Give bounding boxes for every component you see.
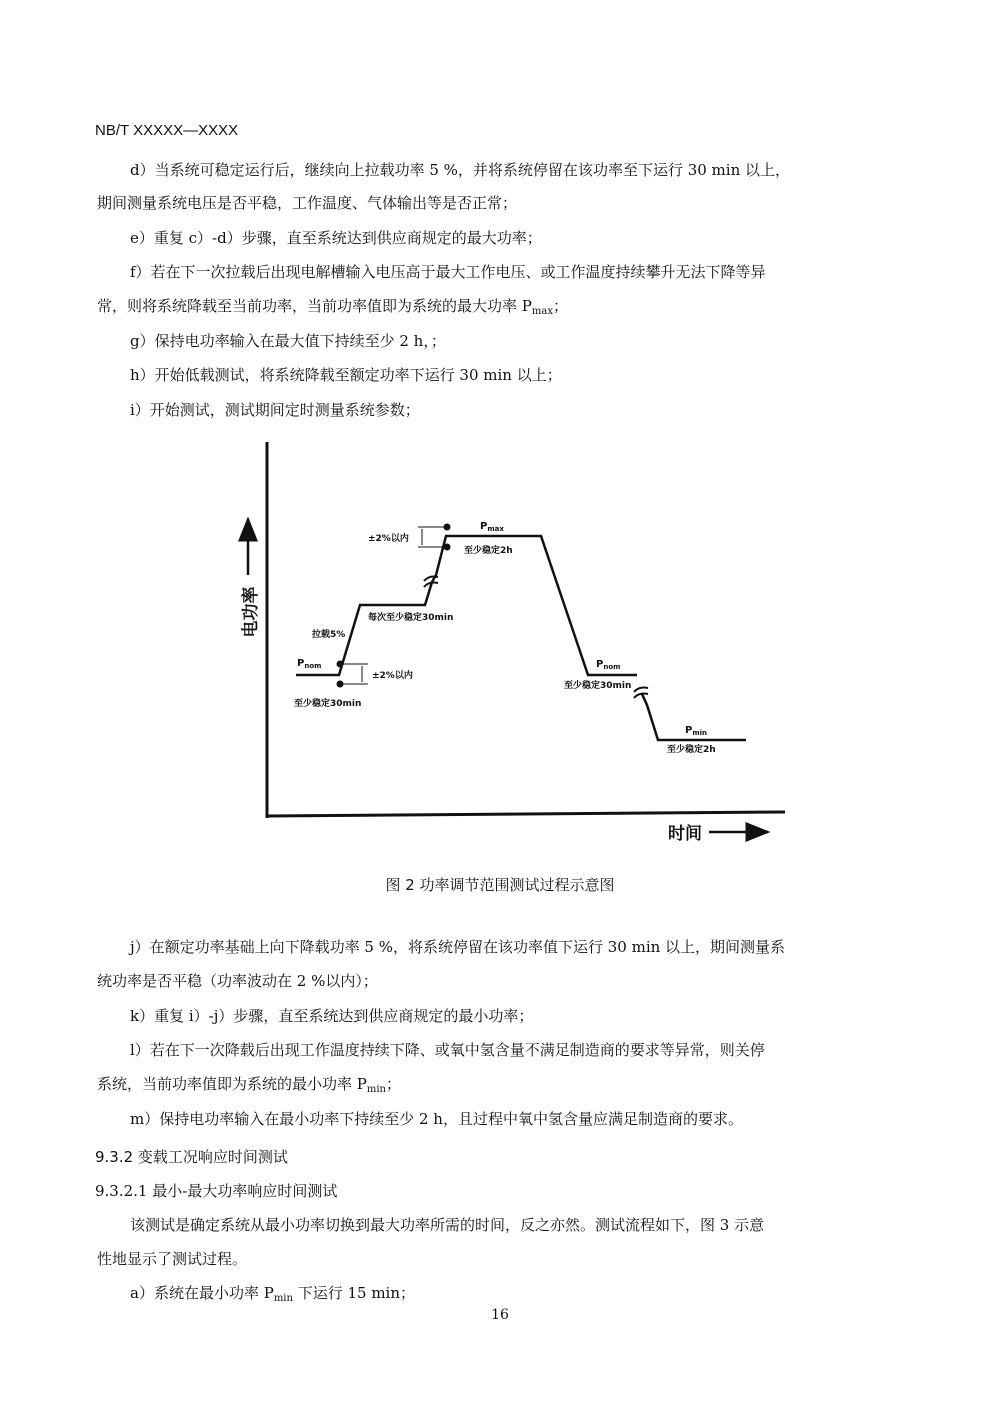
item-d-line1: d）当系统可稳定运行后，继续向上拉载功率 5 %，并将系统停留在该功率至下运行 30 min 以上， [130,161,791,179]
label-pmin: $P_{min}$ [685,725,708,737]
x-axis [267,812,785,816]
item-a [130,1283,920,1303]
item-g: g）保持电功率输入在最大值下持续至少 2 h，； [130,332,446,350]
item-m: m）保持电功率输入在最小功率下持续至少 2 h，且过程中氧中氢含量应满足制造商的要求。 [130,1110,743,1128]
label-step-load: 拉载5% [312,630,346,640]
item-f-line2-end: ； [552,297,568,315]
item-d-line2: 期间测量系统电压是否平稳，工作温度、气体输出等是否正常； [97,194,518,212]
figure-caption: 图 2 功率调节范围测试过程示意图 [385,876,615,894]
item-l-pmin-sub: min [366,1084,386,1095]
item-h: h）开始低载测试，将系统降载至额定功率下运行 30 min 以上； [130,366,562,384]
label-stable-2h-top: 至少稳定2h [464,546,513,556]
break-mark-right [634,688,648,699]
label-stable-30-left: 至少稳定30min [294,699,362,709]
label-pmax: $P_{max}$ [480,521,504,533]
item-a-pmin-sub: min [273,1293,293,1304]
item-l-line2 [97,1074,887,1094]
item-f-pmax-sub: max [531,306,553,317]
document-header: NB/T XXXXX—XXXX [95,122,239,139]
label-stable-each: 每次至少稳定30min [368,613,454,623]
item-l-line1: l）若在下一次降载后出现工作温度持续下降、或氧中氢含量不满足制造商的要求等异常，则关停 [130,1041,765,1059]
item-e: e）重复 c）-d）步骤，直至系统达到供应商规定的最大功率； [130,229,542,247]
item-l-line2-text: 系统，当前功率值即为系统的最小功率 P [97,1075,367,1093]
item-j-line1: j）在额定功率基础上向下降载功率 5 %，将系统停留在该功率值下运行 30 min 以上，期间测量系 [130,938,786,956]
item-j-line2: 统功率是否平稳（功率波动在 2 %以内）； [97,972,378,990]
power-curve-up [296,536,637,675]
item-l-line2-end: ； [386,1075,402,1093]
x-axis-label: 时间 [668,824,702,844]
label-tol-low: ±2%以内 [372,671,413,681]
label-pnom-left: $P_{nom}$ [297,658,322,670]
y-axis-label: 电功率 [241,586,261,638]
page-number: 16 [491,1307,509,1323]
section-para-line2: 性地显示了测试过程。 [97,1250,248,1268]
item-f-line1: f）若在下一次拉载后出现电解槽输入电压高于最大工作电压、或工作温度持续攀升无法下降等异 [130,263,766,281]
item-a-text: a）系统在最小功率 P [130,1284,274,1302]
section-9-3-2-1-heading: 9.3.2.1 最小-最大功率响应时间测试 [95,1182,338,1200]
label-pnom-right: $P_{nom}$ [596,659,621,671]
label-stable-30-right: 至少稳定30min [564,681,632,691]
item-f-line2-text: 常，则将系统降载至当前功率，当前功率值即为系统的最大功率 P [97,297,532,315]
item-a-end: 下运行 15 min； [292,1284,416,1302]
section-para-line1: 该测试是确定系统从最小功率切换到最大功率所需的时间，反之亦然。测试流程如下，图 3 示意 [130,1216,765,1234]
label-tol-high: ±2%以内 [368,534,409,544]
label-stable-2h-bottom: 至少稳定2h [667,745,716,755]
item-k: k）重复 i）-j）步骤，直至系统达到供应商规定的最小功率； [130,1007,534,1025]
section-9-3-2-heading: 9.3.2 变载工况响应时间测试 [95,1148,288,1166]
item-i: i）开始测试，测试期间定时测量系统参数； [130,401,420,419]
